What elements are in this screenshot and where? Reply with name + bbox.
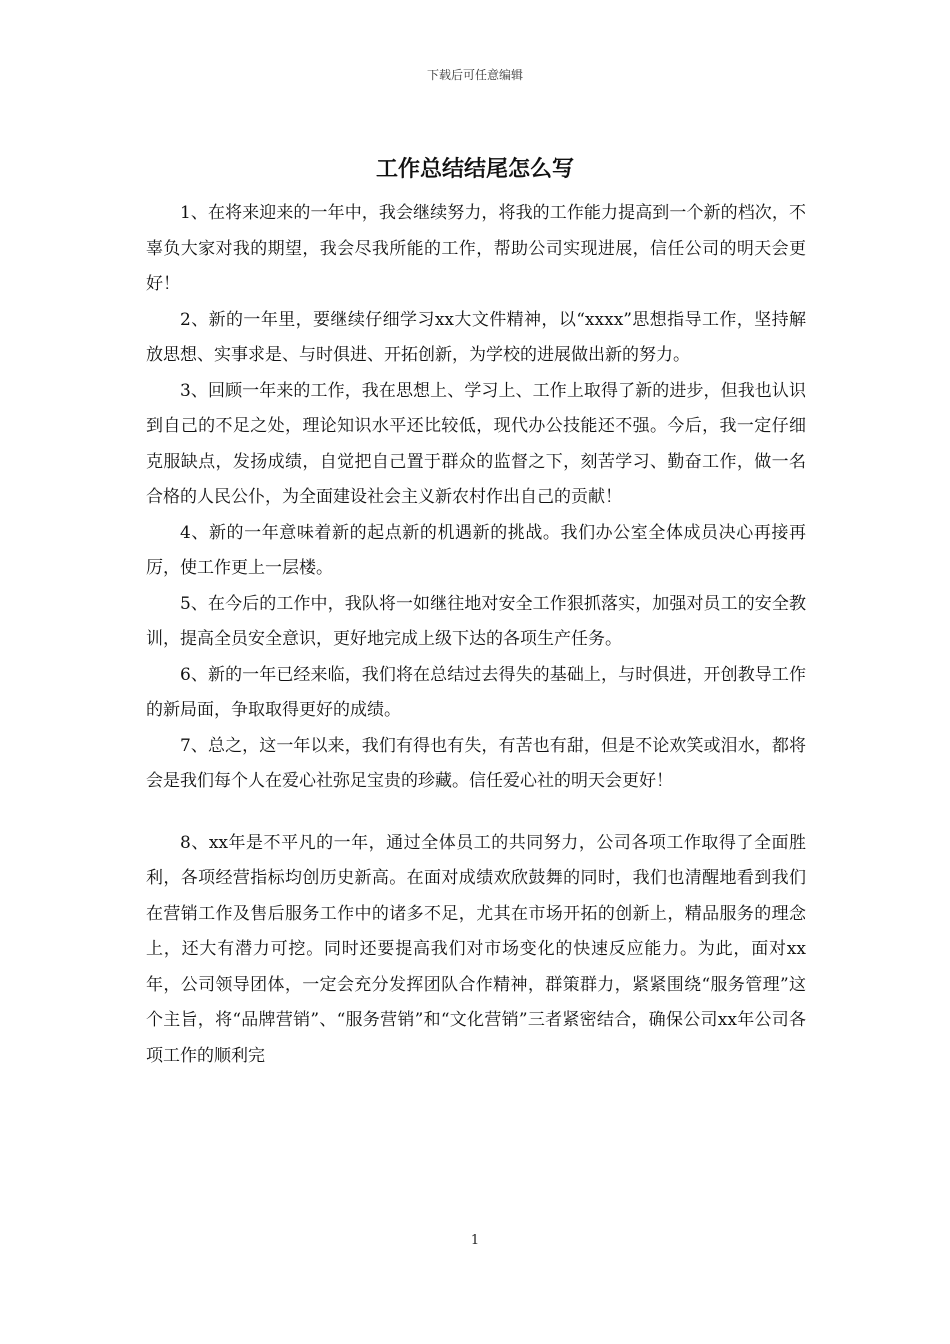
paragraph-7: 7、总之，这一年以来，我们有得也有失，有苦也有甜，但是不论欢笑或泪水，都将会是我们每个人在爱心社弥足宝贵的珍藏。信任爱心社的明天会更好！ bbox=[146, 735, 806, 791]
paragraph-3: 3、回顾一年来的工作，我在思想上、学习上、工作上取得了新的进步，但我也认识到自己的不足之处，理论知识水平还比较低，现代办公技能还不强。今后，我一定仔细克服缺点，发扬成绩，自觉把自己置于群众的监督之下，刻苦学习、勤奋工作，做一名合格的人民公仆，为全面建设社会主义新农村作出自己的贡献！ bbox=[146, 380, 806, 507]
document-body bbox=[146, 196, 806, 1074]
document-title: 工作总结结尾怎么写 bbox=[375, 157, 574, 182]
paragraph-6: 6、新的一年已经来临，我们将在总结过去得失的基础上，与时俱进，开创教导工作的新局面，争取取得更好的成绩。 bbox=[146, 664, 806, 720]
paragraph-4: 4、新的一年意味着新的起点新的机遇新的挑战。我们办公室全体成员决心再接再厉，使工作更上一层楼。 bbox=[146, 522, 806, 578]
paragraph-1: 1、在将来迎来的一年中，我会继续努力，将我的工作能力提高到一个新的档次，不辜负大家对我的期望，我会尽我所能的工作，帮助公司实现进展，信任公司的明天会更好！ bbox=[146, 203, 806, 294]
header-note: 下载后可任意编辑 bbox=[426, 68, 523, 82]
paragraph-5: 5、在今后的工作中，我队将一如继往地对安全工作狠抓落实，加强对员工的安全教训，提高全员安全意识，更好地完成上级下达的各项生产任务。 bbox=[146, 593, 806, 649]
page-number: 1 bbox=[470, 1233, 480, 1248]
paragraph-8: 8、xx年是不平凡的一年，通过全体员工的共同努力，公司各项工作取得了全面胜利，各项经营指标均创历史新高。在面对成绩欢欣鼓舞的同时，我们也清醒地看到我们在营销工作及售后服务工作中的诸多不足，尤其在市场开拓的创新上，精品服务的理念上，还大有潜力可挖。同时还要提高我们对市场变化的快速反应能力。为此，面对xx年，公司领导团体，一定会充分发挥团队合作精神，群策群力，紧紧围绕“服务管理”这个主旨，将“品牌营销”、“服务营销”和“文化营销”三者紧密结合，确保公司xx年公司各项工作的顺利完 bbox=[146, 832, 806, 1066]
paragraph-2: 2、新的一年里，要继续仔细学习xx大文件精神，以“xxxx”思想指导工作，坚持解放思想、实事求是、与时俱进、开拓创新，为学校的进展做出新的努力。 bbox=[146, 309, 806, 365]
